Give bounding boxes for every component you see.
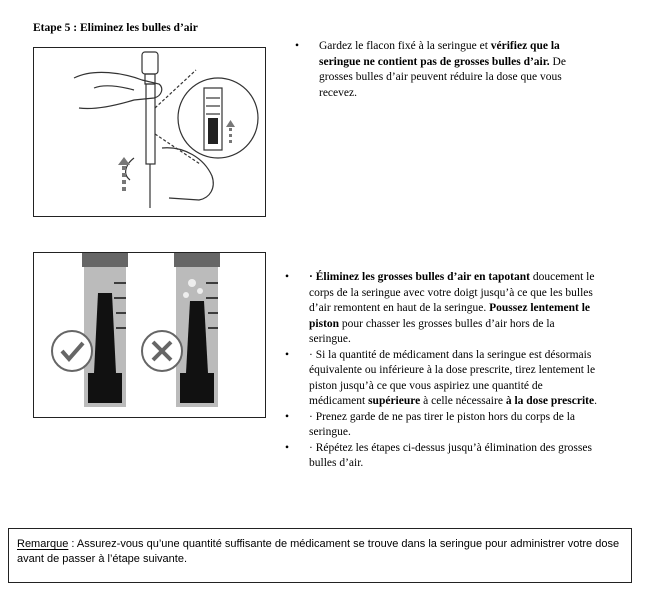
text: doucement le corps de la seringue avec votre doigt jusqu’à ce que les bulles d’air remontent en haut de la seringue. — [309, 271, 595, 314]
text-rest: De grosses bulles d’air peuvent réduire la dose que vous recevez. — [319, 55, 566, 99]
syringe-comparison-illustration — [33, 252, 266, 418]
text-bold: supérieure — [368, 395, 421, 407]
text-bold: Poussez lentement le piston — [309, 302, 591, 330]
list-item — [283, 348, 598, 410]
text: · Répétez les étapes ci-dessus jusqu’à élimination des grosses bulles d’air. — [309, 441, 592, 469]
instruction-paragraph — [293, 39, 593, 101]
text-bold: vérifiez que la seringue ne contient pas de grosses bulles d’air. — [319, 40, 560, 68]
list-item — [283, 410, 598, 441]
bullet: • — [285, 441, 290, 454]
instruction-list — [283, 270, 598, 472]
note-box — [8, 528, 632, 583]
bullet: • — [285, 271, 290, 283]
text: pour chasser les grosses bulles d’air hors de la seringue. — [309, 317, 555, 345]
bullet: • — [285, 410, 290, 423]
bullet: • — [295, 40, 300, 52]
text: à celle nécessaire — [420, 395, 506, 407]
text: · Si la quantité de médicament dans la seringue est désormais équivalente ou inférieure à la dose prescrite, tirez lentement le piston jusqu’à ce que vous aspiriez une quantité de médicament — [309, 348, 596, 407]
text-bold: à la dose prescrite — [505, 395, 595, 407]
list-item — [283, 270, 598, 348]
check-icon — [52, 331, 92, 371]
note-text: : Assurez-vous qu’une quantité suffisante de médicament se trouve dans la seringue pour administrer votre dose avant de passer à l’étape suivante. — [17, 538, 620, 565]
text: · Prenez garde de ne pas tirer le piston hors du corps de la seringue. — [309, 410, 576, 438]
bullet: • — [285, 348, 290, 361]
syringe-hand-drawing — [34, 48, 265, 216]
list-item — [293, 39, 593, 101]
note-label: Remarque — [17, 538, 69, 550]
text: . — [594, 395, 597, 407]
step-title: Etape 5 : Eliminez les bulles d’air — [33, 22, 198, 34]
list-item — [283, 441, 598, 472]
syringe-comparison-drawing — [34, 253, 265, 417]
text-bold: · Éliminez les grosses bulles d’air en tapotant — [309, 271, 530, 283]
syringe-hand-illustration — [33, 47, 266, 217]
text-lead: Gardez le flacon fixé à la seringue et — [319, 40, 491, 52]
